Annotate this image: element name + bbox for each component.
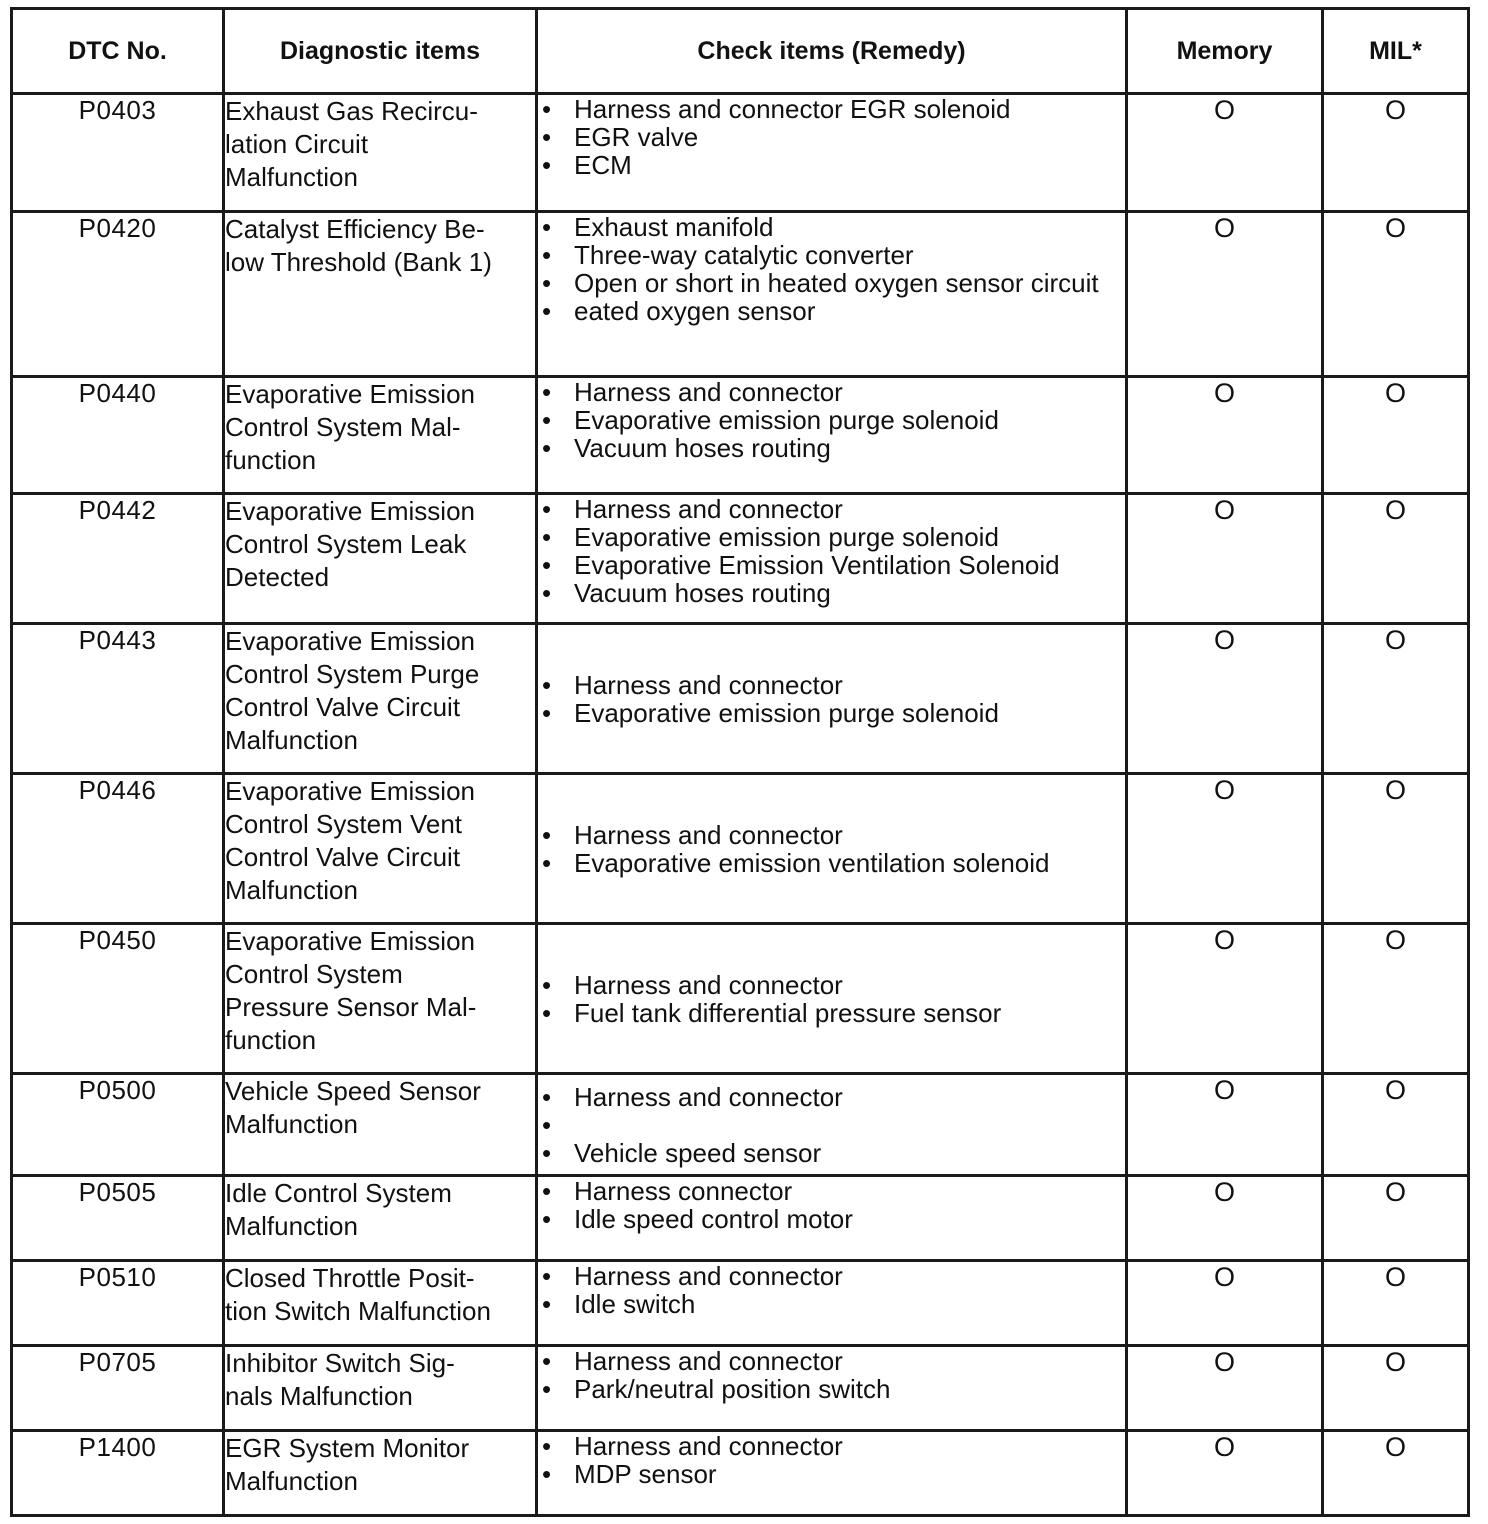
header-check-items: Check items (Remedy) bbox=[537, 9, 1127, 94]
check-list bbox=[538, 1083, 1125, 1167]
check-item: • Harness connector bbox=[538, 1177, 1125, 1205]
check-list bbox=[538, 821, 1125, 877]
memory-mark: O bbox=[1127, 1431, 1323, 1516]
dtc-code: P0442 bbox=[12, 494, 224, 624]
check-items-cell bbox=[537, 774, 1127, 924]
diagnostic-item: Idle Control System Malfunction bbox=[224, 1176, 537, 1261]
check-items-cell bbox=[537, 1431, 1127, 1516]
mil-mark: O bbox=[1323, 774, 1469, 924]
header-diagnostic-items: Diagnostic items bbox=[224, 9, 537, 94]
table-row bbox=[12, 1346, 1469, 1431]
mil-mark: O bbox=[1323, 1431, 1469, 1516]
diagnostic-item: Evaporative Emission Control System Mal- function bbox=[224, 377, 537, 494]
memory-mark: O bbox=[1127, 94, 1323, 212]
table-row bbox=[12, 377, 1469, 494]
table-row bbox=[12, 1176, 1469, 1261]
check-items-cell bbox=[537, 94, 1127, 212]
check-item: • Evaporative Emission Ventilation Solenoid bbox=[538, 551, 1125, 579]
check-list bbox=[538, 1347, 1125, 1403]
diagnostic-item: Evaporative Emission Control System Vent Control Valve Circuit Malfunction bbox=[224, 774, 537, 924]
check-item: • Vacuum hoses routing bbox=[538, 579, 1125, 607]
dtc-code: P0420 bbox=[12, 212, 224, 377]
dtc-code: P0505 bbox=[12, 1176, 224, 1261]
diagnostic-item: Evaporative Emission Control System Purge Control Valve Circuit Malfunction bbox=[224, 624, 537, 774]
dtc-code: P0403 bbox=[12, 94, 224, 212]
check-item: • Park/neutral position switch bbox=[538, 1375, 1125, 1403]
check-items-cell bbox=[537, 1261, 1127, 1346]
memory-mark: O bbox=[1127, 774, 1323, 924]
mil-mark: O bbox=[1323, 1176, 1469, 1261]
check-item: • Evaporative emission purge solenoid bbox=[538, 699, 1125, 727]
check-item: • Evaporative emission purge solenoid bbox=[538, 406, 1125, 434]
check-item: • Harness and connector bbox=[538, 1262, 1125, 1290]
dtc-code: P0450 bbox=[12, 924, 224, 1074]
check-items-cell bbox=[537, 494, 1127, 624]
check-item: • Open or short in heated oxygen sensor circuit bbox=[538, 269, 1125, 297]
check-item: • Harness and connector bbox=[538, 1347, 1125, 1375]
table-row bbox=[12, 1431, 1469, 1516]
table-row bbox=[12, 1074, 1469, 1176]
check-item: • eated oxygen sensor bbox=[538, 297, 1125, 325]
table-row bbox=[12, 1261, 1469, 1346]
dtc-code: P1400 bbox=[12, 1431, 224, 1516]
memory-mark: O bbox=[1127, 1176, 1323, 1261]
check-item bbox=[538, 1111, 1125, 1139]
mil-mark: O bbox=[1323, 94, 1469, 212]
check-list bbox=[538, 213, 1125, 325]
check-item: • Harness and connector bbox=[538, 1432, 1125, 1460]
table-row bbox=[12, 212, 1469, 377]
check-list bbox=[538, 495, 1125, 607]
check-item: • Harness and connector EGR solenoid bbox=[538, 95, 1125, 123]
check-item: • Harness and connector bbox=[538, 821, 1125, 849]
check-item: • Harness and connector bbox=[538, 971, 1125, 999]
check-list bbox=[538, 1177, 1125, 1233]
memory-mark: O bbox=[1127, 494, 1323, 624]
check-item: • Harness and connector bbox=[538, 378, 1125, 406]
mil-mark: O bbox=[1323, 1074, 1469, 1176]
check-item: • Exhaust manifold bbox=[538, 213, 1125, 241]
table-row bbox=[12, 924, 1469, 1074]
check-list bbox=[538, 1432, 1125, 1488]
diagnostic-item: Evaporative Emission Control System Pressure Sensor Mal- function bbox=[224, 924, 537, 1074]
diagnostic-item: Catalyst Efficiency Be- low Threshold (Bank 1) bbox=[224, 212, 537, 377]
dtc-code: P0500 bbox=[12, 1074, 224, 1176]
table-row bbox=[12, 624, 1469, 774]
check-list bbox=[538, 1262, 1125, 1318]
check-item: • Three-way catalytic converter bbox=[538, 241, 1125, 269]
header-mil: MIL* bbox=[1323, 9, 1469, 94]
check-item: • Vehicle speed sensor bbox=[538, 1139, 1125, 1167]
mil-mark: O bbox=[1323, 494, 1469, 624]
memory-mark: O bbox=[1127, 1261, 1323, 1346]
dtc-code: P0443 bbox=[12, 624, 224, 774]
check-items-cell bbox=[537, 1074, 1127, 1176]
table-row bbox=[12, 494, 1469, 624]
check-list bbox=[538, 95, 1125, 179]
check-list bbox=[538, 671, 1125, 727]
check-item: • Evaporative emission purge solenoid bbox=[538, 523, 1125, 551]
check-items-cell bbox=[537, 212, 1127, 377]
diagnostic-item: Vehicle Speed Sensor Malfunction bbox=[224, 1074, 537, 1176]
diagnostic-item: Closed Throttle Posit- tion Switch Malfunction bbox=[224, 1261, 537, 1346]
table-body bbox=[12, 94, 1469, 1516]
memory-mark: O bbox=[1127, 924, 1323, 1074]
check-items-cell bbox=[537, 924, 1127, 1074]
mil-mark: O bbox=[1323, 924, 1469, 1074]
check-items-cell bbox=[537, 377, 1127, 494]
check-items-cell bbox=[537, 1176, 1127, 1261]
check-item: • Fuel tank differential pressure sensor bbox=[538, 999, 1125, 1027]
header-row bbox=[12, 9, 1469, 94]
dtc-table bbox=[10, 7, 1470, 1517]
table-row bbox=[12, 94, 1469, 212]
diagnostic-item: Evaporative Emission Control System Leak Detected bbox=[224, 494, 537, 624]
mil-mark: O bbox=[1323, 624, 1469, 774]
check-item: • EGR valve bbox=[538, 123, 1125, 151]
header-dtc-no: DTC No. bbox=[12, 9, 224, 94]
mil-mark: O bbox=[1323, 377, 1469, 494]
dtc-code: P0705 bbox=[12, 1346, 224, 1431]
table-row bbox=[12, 774, 1469, 924]
diagnostic-item: EGR System Monitor Malfunction bbox=[224, 1431, 537, 1516]
check-item: • Evaporative emission ventilation solenoid bbox=[538, 849, 1125, 877]
check-item: • Harness and connector bbox=[538, 495, 1125, 523]
check-item: • Vacuum hoses routing bbox=[538, 434, 1125, 462]
memory-mark: O bbox=[1127, 1074, 1323, 1176]
dtc-code: P0446 bbox=[12, 774, 224, 924]
memory-mark: O bbox=[1127, 212, 1323, 377]
check-item: • Harness and connector bbox=[538, 1083, 1125, 1111]
check-items-cell bbox=[537, 1346, 1127, 1431]
check-list bbox=[538, 971, 1125, 1027]
header-memory: Memory bbox=[1127, 9, 1323, 94]
check-items-cell bbox=[537, 624, 1127, 774]
dtc-code: P0510 bbox=[12, 1261, 224, 1346]
memory-mark: O bbox=[1127, 1346, 1323, 1431]
check-item: • Idle switch bbox=[538, 1290, 1125, 1318]
mil-mark: O bbox=[1323, 1261, 1469, 1346]
mil-mark: O bbox=[1323, 1346, 1469, 1431]
check-list bbox=[538, 378, 1125, 462]
check-item: • MDP sensor bbox=[538, 1460, 1125, 1488]
check-item: • ECM bbox=[538, 151, 1125, 179]
dtc-code: P0440 bbox=[12, 377, 224, 494]
check-item: • Idle speed control motor bbox=[538, 1205, 1125, 1233]
mil-mark: O bbox=[1323, 212, 1469, 377]
check-item: • Harness and connector bbox=[538, 671, 1125, 699]
memory-mark: O bbox=[1127, 377, 1323, 494]
diagnostic-item: Inhibitor Switch Sig- nals Malfunction bbox=[224, 1346, 537, 1431]
diagnostic-item: Exhaust Gas Recircu- lation Circuit Malfunction bbox=[224, 94, 537, 212]
memory-mark: O bbox=[1127, 624, 1323, 774]
